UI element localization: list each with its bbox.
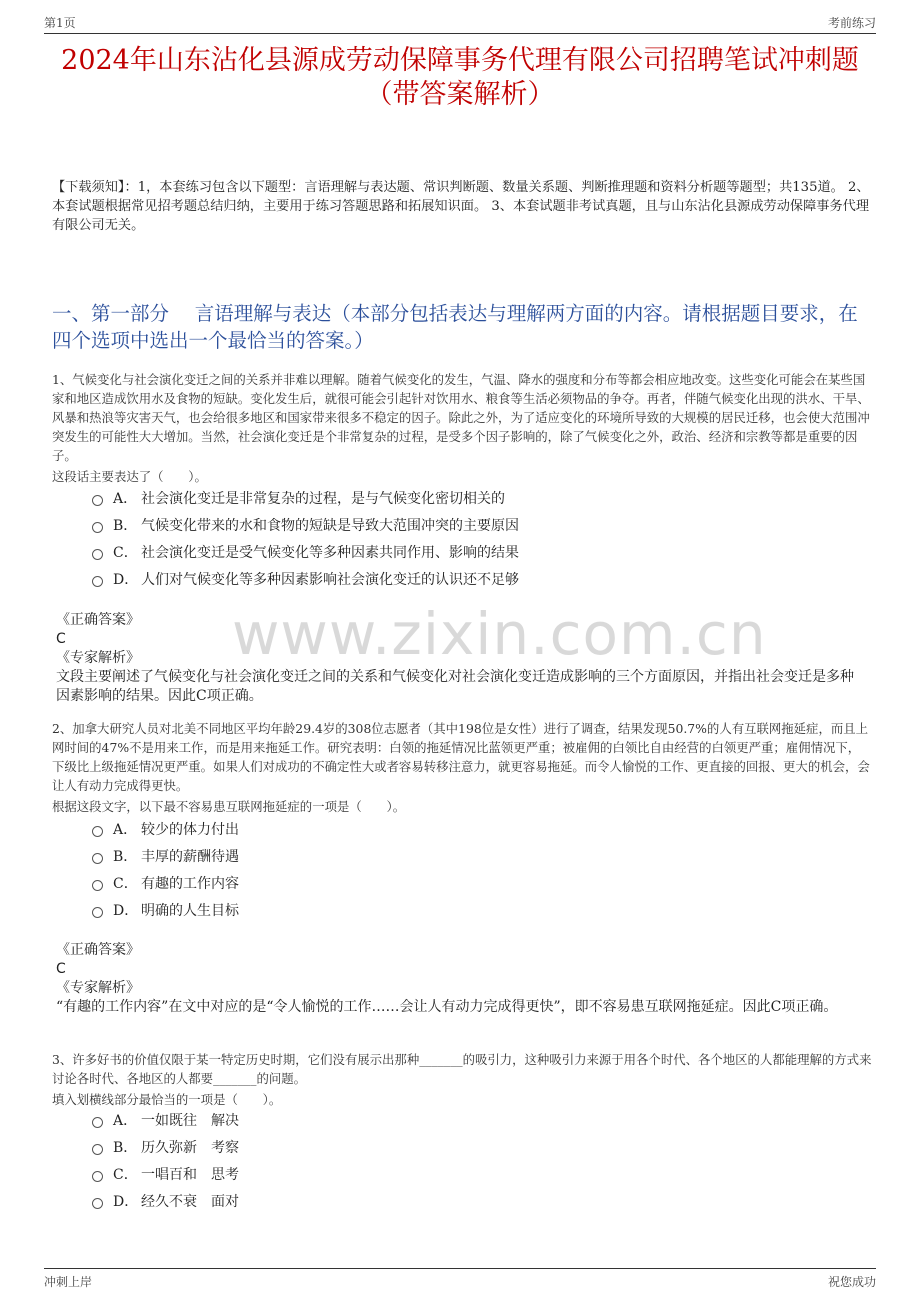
option-b[interactable] [92, 1133, 852, 1160]
option-d[interactable] [92, 565, 852, 592]
option-b[interactable] [92, 842, 852, 869]
answer-label: 《正确答案》 [56, 612, 140, 628]
option-text: 社会演化变迁是非常复杂的过程，是与气候变化密切相关的 [141, 490, 505, 507]
option-letter: B． [113, 517, 138, 534]
page-number: 第1页 [44, 16, 76, 30]
option-letter: B． [113, 848, 138, 865]
radio-icon[interactable] [92, 1117, 103, 1128]
radio-icon[interactable] [92, 576, 103, 587]
question-1 [52, 370, 872, 486]
radio-icon[interactable] [92, 853, 103, 864]
question-3 [52, 1050, 872, 1109]
radio-icon[interactable] [92, 495, 103, 506]
option-text: 历久弥新 考察 [141, 1139, 239, 1156]
radio-icon[interactable] [92, 1198, 103, 1209]
document-title: 2024年山东沾化县源成劳动保障事务代理有限公司招聘笔试冲刺题（带答案解析） [61, 45, 859, 110]
section-heading: 一、第一部分 言语理解与表达（本部分包括表达与理解两方面的内容。请根据题目要求，在四个选项中选出一个最恰当的答案。） [52, 302, 858, 352]
analysis-text: 文段主要阐述了气候变化与社会演化变迁之间的关系和气候变化对社会演化变迁造成影响的三个方面原因，并指出社会变迁是多种因素影响的结果。因此C项正确。 [56, 669, 854, 704]
option-text: 气候变化带来的水和食物的短缺是导致大范围冲突的主要原因 [141, 517, 519, 534]
option-text: 社会演化变迁是受气候变化等多种因素共同作用、影响的结果 [141, 544, 519, 561]
option-letter: A． [113, 490, 138, 507]
option-letter: D． [113, 902, 139, 919]
analysis-text: “有趣的工作内容”在文中对应的是“令人愉悦的工作……会让人有动力完成得更快”，即不容易患互联网拖延症。因此C项正确。 [56, 999, 838, 1015]
question-stem: 根据这段文字，以下最不容易患互联网拖延症的一项是（ ）。 [52, 799, 406, 814]
analysis-label: 《专家解析》 [56, 980, 140, 996]
footer-rule [44, 1268, 876, 1269]
radio-icon[interactable] [92, 907, 103, 918]
question-2-options [92, 815, 852, 923]
radio-icon[interactable] [92, 1171, 103, 1182]
option-letter: D． [113, 1193, 139, 1210]
answer-value: C [56, 961, 66, 977]
option-letter: A． [113, 1112, 138, 1129]
header-category: 考前练习 [827, 16, 876, 30]
radio-icon[interactable] [92, 826, 103, 837]
option-text: 明确的人生目标 [141, 902, 239, 919]
option-a[interactable] [92, 484, 852, 511]
radio-icon[interactable] [92, 880, 103, 891]
option-text: 经久不衰 面对 [141, 1193, 239, 1210]
header-rule [44, 33, 876, 34]
question-text: 3、许多好书的价值仅限于某一特定历史时期，它们没有展示出那种_______的吸引力，这种吸引力来源于用各个时代、各个地区的人都能理解的方式来讨论各时代、各地区的人都要_______的问题。 [52, 1052, 872, 1086]
option-text: 人们对气候变化等多种因素影响社会演化变迁的认识还不足够 [141, 571, 519, 588]
footer-right: 祝您成功 [827, 1275, 876, 1289]
answer-label: 《正确答案》 [56, 942, 140, 958]
option-c[interactable] [92, 538, 852, 565]
option-text: 一如既往 解决 [141, 1112, 239, 1129]
analysis-label: 《专家解析》 [56, 650, 140, 666]
radio-icon[interactable] [92, 1144, 103, 1155]
option-letter: C． [113, 544, 138, 561]
watermark: www.zixin.com.cn [232, 600, 767, 668]
option-c[interactable] [92, 869, 852, 896]
radio-icon[interactable] [92, 549, 103, 560]
question-1-options [92, 484, 852, 592]
question-3-options [92, 1106, 852, 1214]
download-notice: 【下载须知】：1，本套练习包含以下题型：言语理解与表达题、常识判断题、数量关系题、判断推理题和资料分析题等题型；共135道。 2、本套试题根据常见招考题总结归纳，主要用于练习答题思路和拓展知识面。 3、本套试题非考试真题，且与山东沾化县源成劳动保障事务代理有限公司无关。 [52, 180, 870, 233]
option-a[interactable] [92, 1106, 852, 1133]
option-d[interactable] [92, 896, 852, 923]
option-letter: B． [113, 1139, 138, 1156]
option-text: 一唱百和 思考 [141, 1166, 239, 1183]
question-2 [52, 719, 872, 816]
question-2-answer [56, 941, 866, 1017]
question-text: 2、加拿大研究人员对北美不同地区平均年龄29.4岁的308位志愿者（其中198位是女性）进行了调查，结果发现50.7%的人有互联网拖延症，而且上网时间的47%不是用来工作，而是用来拖延工作。研究表明：白领的拖延情况比蓝领更严重；被雇佣的白领比自由经营的白领更严重；雇佣情况下，下级比上级拖延情况更严重。如果人们对成功的不确定性大或者容易转移注意力，就更容易拖延。而令人愉悦的工作、更直接的回报、更大的机会，会让人有动力完成得更快。 [52, 721, 870, 793]
option-text: 有趣的工作内容 [141, 875, 239, 892]
option-d[interactable] [92, 1187, 852, 1214]
question-stem: 这段话主要表达了（ ）。 [52, 469, 207, 484]
question-text: 1、气候变化与社会演化变迁之间的关系并非难以理解。随着气候变化的发生，气温、降水的强度和分布等都会相应地改变。这些变化可能会在某些国家和地区造成饮用水及食物的短缺。变化发生后，就很可能会引起针对饮用水、粮食等生活必须物品的争夺。再者，伴随气候变化出现的洪水、干旱、风暴和热浪等灾害天气，也会给很多地区和国家带来很多不稳定的因子。除此之外，为了适应变化的环境所导致的大规模的居民迁移，也会使大范围冲突发生的可能性大大增加。当然，社会演化变迁是个非常复杂的过程，是受多个因子影响的，除了气候变化之外，政治、经济和宗教等都是重要的因子。 [52, 372, 870, 463]
answer-value: C [56, 631, 66, 647]
radio-icon[interactable] [92, 522, 103, 533]
option-c[interactable] [92, 1160, 852, 1187]
option-text: 较少的体力付出 [141, 821, 239, 838]
question-stem: 填入划横线部分最恰当的一项是（ ）。 [52, 1092, 282, 1107]
option-b[interactable] [92, 511, 852, 538]
option-letter: C． [113, 1166, 138, 1183]
option-letter: A． [113, 821, 138, 838]
option-a[interactable] [92, 815, 852, 842]
footer-left: 冲刺上岸 [44, 1275, 93, 1289]
option-text: 丰厚的薪酬待遇 [141, 848, 239, 865]
option-letter: D． [113, 571, 139, 588]
option-letter: C． [113, 875, 138, 892]
